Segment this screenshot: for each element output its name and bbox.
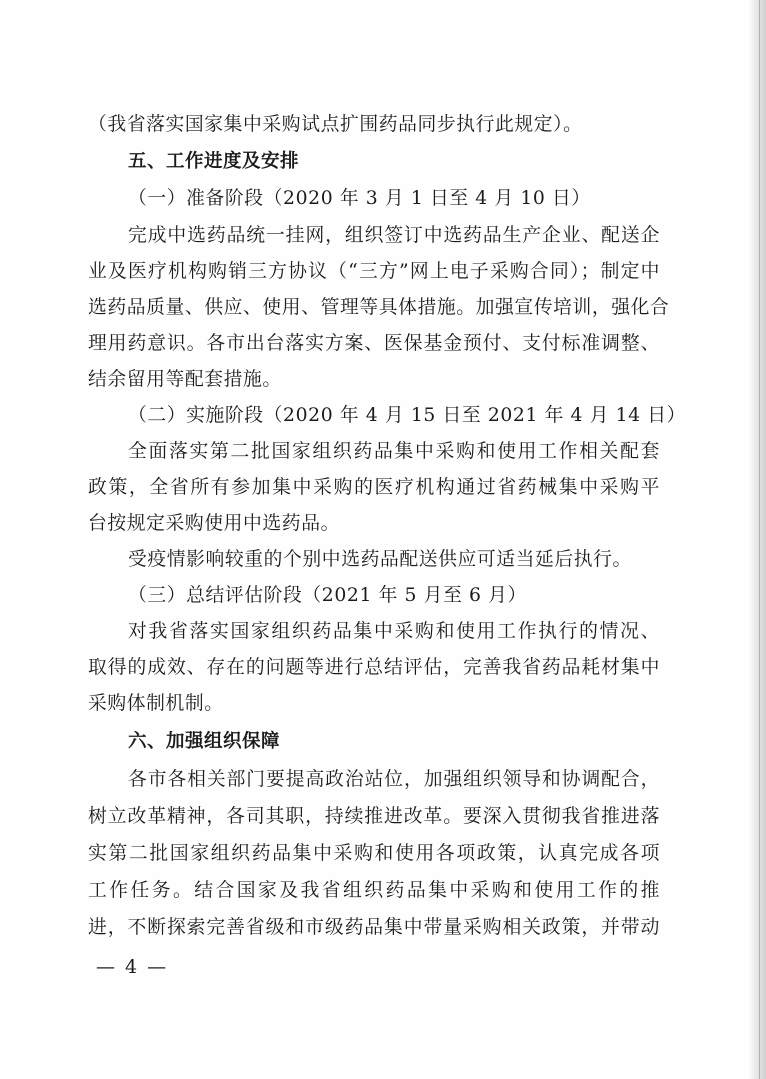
paragraph-line: （我省落实国家集中采购试点扩围药品同步执行此规定）。 bbox=[88, 114, 583, 135]
page-number: — 4 — bbox=[96, 956, 169, 978]
paragraph-line: 结余留用等配套措施。 bbox=[88, 369, 282, 390]
paragraph-line: 全面落实第二批国家组织药品集中采购和使用工作相关配套 bbox=[128, 441, 660, 462]
paragraph-line: 取得的成效、存在的问题等进行总结评估，完善我省药品耗材集中 bbox=[88, 657, 660, 678]
paragraph-line: 业及医疗机构购销三方协议（“三方”网上电子采购合同）；制定中 bbox=[88, 261, 660, 282]
paragraph-line: 树立改革精神，各司其职，持续推进改革。要深入贯彻我省推进落 bbox=[88, 806, 660, 827]
paragraph-line: 完成中选药品统一挂网，组织签订中选药品生产企业、配送企 bbox=[128, 225, 660, 246]
subsection-heading-implement: （二）实施阶段（2020 年 4 月 15 日至 2021 年 4 月 14 日） bbox=[128, 405, 687, 426]
paragraph-line: 实第二批国家组织药品集中采购和使用各项政策，认真完成各项 bbox=[88, 843, 660, 864]
paragraph-line: 理用药意识。各市出台落实方案、医保基金预付、支付标准调整、 bbox=[88, 333, 660, 354]
page-edge-line bbox=[759, 0, 760, 1079]
paragraph-line: 工作任务。结合国家及我省组织药品集中采购和使用工作的推 bbox=[88, 880, 660, 901]
paragraph-line: 进，不断探索完善省级和市级药品集中带量采购相关政策，并带动 bbox=[88, 917, 660, 938]
paragraph-line: 台按规定采购使用中选药品。 bbox=[88, 513, 340, 534]
paragraph-line: 选药品质量、供应、使用、管理等具体措施。加强宣传培训，强化合 bbox=[88, 297, 670, 318]
paragraph-line: 政策，全省所有参加集中采购的医疗机构通过省药械集中采购平 bbox=[88, 477, 660, 498]
paragraph-line: 采购体制机制。 bbox=[88, 693, 224, 714]
subsection-heading-prep: （一）准备阶段（2020 年 3 月 1 日至 4 月 10 日） bbox=[128, 188, 591, 209]
paragraph-line: 对我省落实国家组织药品集中采购和使用工作执行的情况、 bbox=[128, 621, 660, 642]
subsection-heading-review: （三）总结评估阶段（2021 年 5 月至 6 月） bbox=[128, 585, 527, 606]
page-edge-shadow bbox=[748, 0, 766, 1079]
section-heading-six: 六、加强组织保障 bbox=[128, 731, 281, 752]
paragraph-line: 受疫情影响较重的个别中选药品配送供应可适当延后执行。 bbox=[128, 549, 632, 570]
paragraph-line: 各市各相关部门要提高政治站位，加强组织领导和协调配合， bbox=[128, 769, 660, 790]
section-heading-five: 五、工作进度及安排 bbox=[128, 151, 300, 172]
